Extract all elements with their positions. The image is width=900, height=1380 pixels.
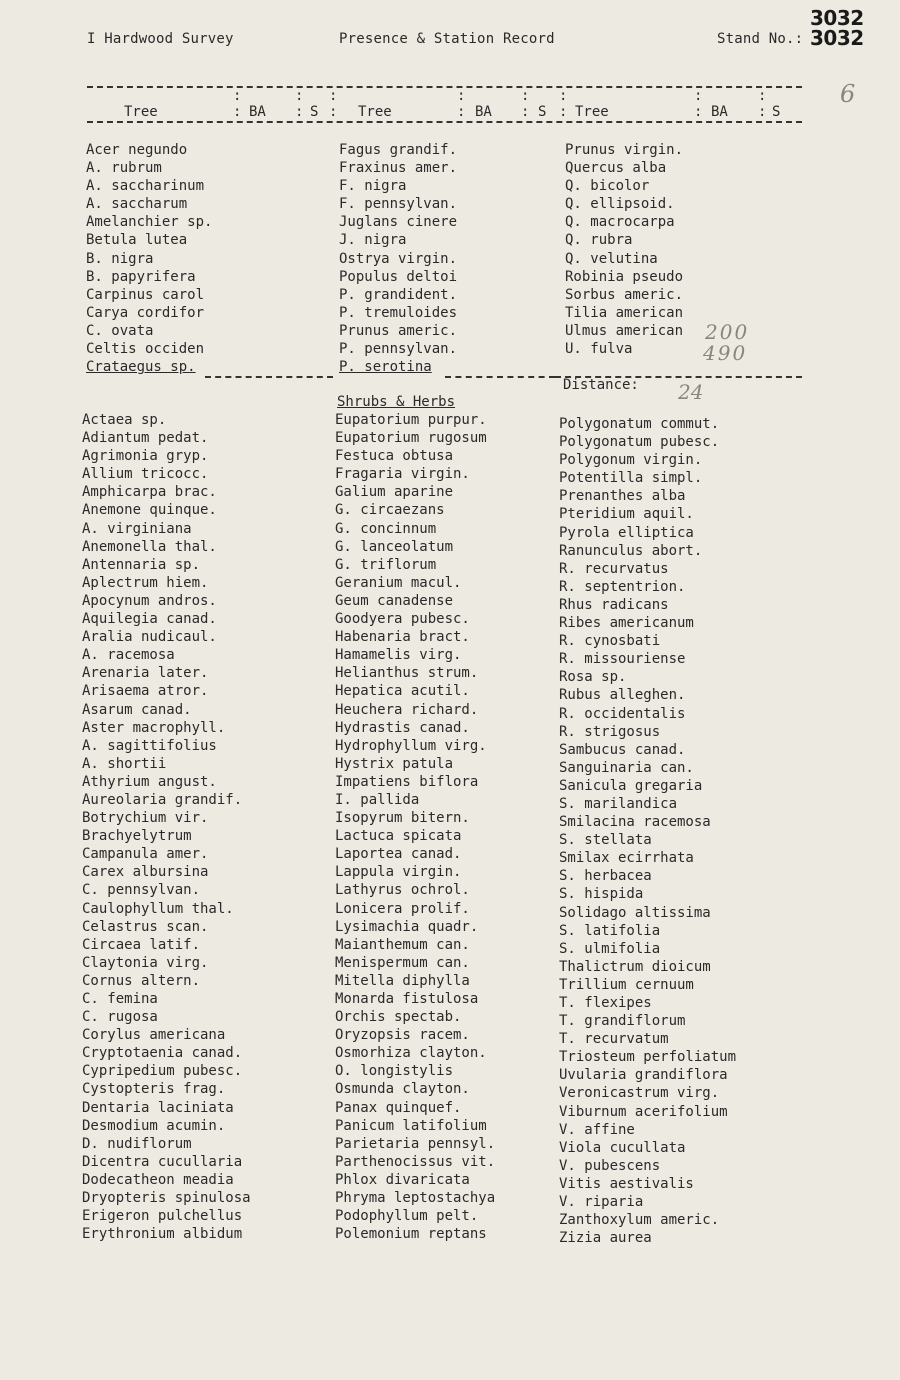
species-item: Actaea sp.: [82, 412, 167, 428]
species-item: Aureolaria grandif.: [82, 791, 243, 808]
species-item: R. recurvatus: [559, 560, 669, 577]
s-header-3: S: [772, 104, 781, 120]
species-item: Lysimachia quadr.: [335, 918, 479, 935]
species-item: Aralia nudicaul.: [82, 629, 217, 646]
species-item: Ribes americanum: [559, 615, 694, 632]
species-item: U. fulva: [565, 341, 633, 358]
species-item: Hydrophyllum virg.: [335, 737, 487, 754]
stand-number-label: Stand No.:: [717, 31, 804, 47]
species-item: Polygonatum pubesc.: [559, 434, 720, 451]
ba-header-2: BA: [475, 104, 492, 120]
species-item: Crataegus sp.: [86, 359, 196, 376]
species-item: Laportea canad.: [335, 846, 462, 863]
species-item: Lactuca spicata: [335, 828, 462, 845]
species-item: A. sagittifolius: [82, 737, 217, 754]
species-item: Viola cucullata: [559, 1139, 686, 1156]
species-item: Quercus alba: [565, 160, 667, 177]
ba-header-1: BA: [249, 104, 266, 120]
species-item: Sambucus canad.: [559, 741, 686, 758]
species-item: Erythronium albidum: [82, 1226, 243, 1243]
species-item: Thalictrum dioicum: [559, 958, 711, 975]
species-item: T. recurvatum: [559, 1031, 669, 1048]
species-item: Populus deltoi: [339, 268, 458, 285]
species-item: Desmodium acumin.: [82, 1117, 226, 1134]
species-item: Podophyllum pelt.: [335, 1208, 479, 1225]
species-item: Geum canadense: [335, 592, 454, 609]
stand-number-top: 3032: [810, 6, 864, 30]
species-item: B. papyrifera: [86, 268, 196, 285]
species-item: Maianthemum can.: [335, 936, 470, 953]
species-item: Osmunda clayton.: [335, 1081, 470, 1098]
species-item: Hepatica acutil.: [335, 683, 470, 700]
species-item: P. tremuloides: [339, 304, 458, 321]
species-item: Hystrix patula: [335, 755, 454, 772]
species-item: S. marilandica: [559, 795, 678, 812]
species-item: Carpinus carol: [86, 286, 205, 303]
species-item: Campanula amer.: [82, 846, 209, 863]
species-item: Antennaria sp.: [82, 556, 201, 573]
species-item: Apocynum andros.: [82, 592, 217, 609]
species-item: A. virginiana: [82, 520, 192, 537]
species-item: Q. ellipsoid.: [565, 196, 675, 213]
species-item: Erigeron pulchellus: [82, 1208, 243, 1225]
species-item: F. nigra: [339, 178, 407, 195]
species-item: J. nigra: [339, 232, 407, 249]
species-item: S. herbacea: [559, 868, 652, 885]
species-item: I. pallida: [335, 791, 420, 808]
species-item: Panicum latifolium: [335, 1117, 487, 1134]
species-item: Sanicula gregaria: [559, 777, 703, 794]
survey-name: I Hardwood Survey: [87, 31, 234, 47]
species-item: Potentilla simpl.: [559, 470, 703, 487]
species-item: Polygonum virgin.: [559, 452, 703, 469]
species-item: Caulophyllum thal.: [82, 900, 234, 917]
sheet-number-handwritten: 6: [840, 80, 856, 108]
species-item: Prunus virgin.: [565, 142, 684, 158]
species-item: D. nudiflorum: [82, 1135, 192, 1152]
species-item: Goodyera pubesc.: [335, 611, 470, 628]
tree-list-2: [339, 141, 457, 376]
species-item: A. rubrum: [86, 160, 162, 177]
s-header-2: S: [538, 104, 547, 120]
species-item: Isopyrum bitern.: [335, 810, 470, 827]
species-item: Habenaria bract.: [335, 629, 470, 646]
species-item: Arisaema atror.: [82, 683, 209, 700]
stand-number-stamp: [810, 8, 864, 48]
separator: : :: [457, 88, 466, 120]
species-item: R. septentrion.: [559, 578, 686, 595]
species-item: Aster macrophyll.: [82, 719, 226, 736]
species-item: Aquilegia canad.: [82, 611, 217, 628]
herb-list-3: [559, 415, 736, 1247]
tree-header-1: Tree: [124, 104, 158, 120]
species-item: Zizia aurea: [559, 1230, 652, 1247]
species-item: Brachyelytrum: [82, 828, 192, 845]
species-item: Claytonia virg.: [82, 954, 209, 971]
species-item: C. pennsylvan.: [82, 882, 201, 899]
species-item: Fragaria virgin.: [335, 466, 470, 483]
species-item: Adiantum pedat.: [82, 430, 209, 447]
species-item: Circaea latif.: [82, 936, 201, 953]
species-item: Prunus americ.: [339, 322, 458, 339]
species-item: Botrychium vir.: [82, 810, 209, 827]
species-item: S. hispida: [559, 886, 644, 903]
species-item: Ostrya virgin.: [339, 250, 458, 267]
dashed-rule-mid-center: [445, 376, 555, 378]
species-item: Festuca obtusa: [335, 448, 454, 465]
species-item: B. nigra: [86, 250, 154, 267]
species-item: Phryma leptostachya: [335, 1190, 496, 1207]
species-item: Solidago altissima: [559, 904, 711, 921]
herb-list-1: [82, 411, 251, 1243]
dashed-rule-mid-left: [205, 376, 333, 378]
species-item: V. riparia: [559, 1194, 644, 1211]
handwritten-ulmus-value: 200: [705, 320, 750, 344]
species-item: Eupatorium purpur.: [335, 412, 487, 428]
species-item: A. saccharum: [86, 196, 188, 213]
species-item: C. ovata: [86, 322, 154, 339]
species-item: Parietaria pennsyl.: [335, 1135, 496, 1152]
species-item: Heuchera richard.: [335, 701, 479, 718]
species-item: R. occidentalis: [559, 705, 686, 722]
species-item: S. ulmifolia: [559, 940, 661, 957]
species-item: R. missouriense: [559, 651, 686, 668]
tree-header-3: Tree: [575, 104, 609, 120]
species-item: Pyrola elliptica: [559, 524, 694, 541]
species-item: Q. macrocarpa: [565, 214, 675, 231]
species-item: Anemone quinque.: [82, 502, 217, 519]
species-item: Lappula virgin.: [335, 864, 462, 881]
species-item: A. saccharinum: [86, 178, 205, 195]
species-item: Fraxinus amer.: [339, 160, 458, 177]
species-item: Cornus altern.: [82, 972, 201, 989]
species-item: P. grandident.: [339, 286, 458, 303]
species-item: Juglans cinere: [339, 214, 458, 231]
species-item: Allium tricocc.: [82, 466, 209, 483]
separator: : :: [233, 88, 242, 120]
species-item: P. serotina: [339, 359, 432, 376]
species-item: Corylus americana: [82, 1027, 226, 1044]
separator: : :: [329, 88, 338, 120]
species-item: A. shortii: [82, 755, 167, 772]
species-item: V. affine: [559, 1121, 635, 1138]
species-item: Smilacina racemosa: [559, 814, 711, 831]
species-item: Arenaria later.: [82, 665, 209, 682]
species-item: Celastrus scan.: [82, 918, 209, 935]
species-item: Dryopteris spinulosa: [82, 1190, 251, 1207]
distance-label: Distance:: [563, 377, 639, 393]
species-item: Rosa sp.: [559, 669, 627, 686]
species-item: Asarum canad.: [82, 701, 192, 718]
species-item: Phlox divaricata: [335, 1171, 470, 1188]
stand-number-bottom: 3032: [810, 26, 864, 50]
species-item: S. stellata: [559, 832, 652, 849]
herb-list-2: [335, 411, 495, 1243]
species-item: Ranunculus abort.: [559, 542, 703, 559]
species-item: Osmorhiza clayton.: [335, 1045, 487, 1062]
species-item: G. triflorum: [335, 556, 437, 573]
tree-list-3: [565, 141, 683, 358]
species-item: Uvularia grandiflora: [559, 1067, 728, 1084]
handwritten-distance-value: 24: [678, 380, 704, 404]
species-item: Fagus grandif.: [339, 142, 458, 158]
species-item: C. rugosa: [82, 1009, 158, 1026]
species-item: A. racemosa: [82, 647, 175, 664]
separator: : :: [758, 88, 767, 120]
species-item: Polygonatum commut.: [559, 416, 720, 432]
species-item: Robinia pseudo: [565, 268, 684, 285]
species-item: Triosteum perfoliatum: [559, 1049, 737, 1066]
species-item: Athyrium angust.: [82, 773, 217, 790]
species-item: Impatiens biflora: [335, 773, 479, 790]
species-item: Geranium macul.: [335, 574, 462, 591]
s-header-1: S: [310, 104, 319, 120]
species-item: Q. bicolor: [565, 178, 650, 195]
species-item: Parthenocissus vit.: [335, 1153, 496, 1170]
species-item: C. femina: [82, 991, 158, 1007]
species-item: T. grandiflorum: [559, 1013, 686, 1030]
species-item: Amelanchier sp.: [86, 214, 213, 231]
species-item: Sorbus americ.: [565, 286, 684, 303]
species-item: Zanthoxylum americ.: [559, 1212, 720, 1229]
separator: : :: [559, 88, 568, 120]
species-item: Cypripedium pubesc.: [82, 1063, 243, 1080]
species-item: Hamamelis virg.: [335, 647, 462, 664]
species-item: S. latifolia: [559, 922, 661, 939]
separator: : :: [521, 88, 530, 120]
species-item: Dodecatheon meadia: [82, 1171, 234, 1188]
species-item: Prenanthes alba: [559, 488, 686, 505]
species-item: G. circaezans: [335, 502, 445, 519]
species-item: Amphicarpa brac.: [82, 484, 217, 501]
species-item: Rhus radicans: [559, 596, 669, 613]
species-item: R. strigosus: [559, 723, 661, 740]
species-item: Ulmus american: [565, 322, 684, 339]
species-item: Trillium cernuum: [559, 976, 694, 993]
species-item: Pteridium aquil.: [559, 506, 694, 523]
species-item: R. cynosbati: [559, 633, 661, 650]
species-item: P. pennsylvan.: [339, 341, 458, 358]
shrubs-herbs-title: Shrubs & Herbs: [337, 394, 456, 410]
separator: : :: [295, 88, 304, 120]
species-item: Q. velutina: [565, 250, 658, 267]
species-item: Cryptotaenia canad.: [82, 1045, 243, 1062]
species-item: Menispermum can.: [335, 954, 470, 971]
species-item: Sanguinaria can.: [559, 759, 694, 776]
species-item: Galium aparine: [335, 484, 454, 501]
species-item: Panax quinquef.: [335, 1099, 462, 1116]
species-item: Vitis aestivalis: [559, 1175, 694, 1192]
species-item: Smilax ecirrhata: [559, 850, 694, 867]
species-item: Agrimonia gryp.: [82, 448, 209, 465]
species-item: Helianthus strum.: [335, 665, 479, 682]
species-item: Orchis spectab.: [335, 1009, 462, 1026]
species-item: F. pennsylvan.: [339, 196, 458, 213]
species-item: Rubus alleghen.: [559, 687, 686, 704]
species-item: O. longistylis: [335, 1063, 454, 1080]
species-item: T. flexipes: [559, 995, 652, 1011]
species-item: Monarda fistulosa: [335, 991, 479, 1007]
species-item: Viburnum acerifolium: [559, 1103, 728, 1120]
species-item: G. concinnum: [335, 520, 437, 537]
species-item: Eupatorium rugosum: [335, 430, 487, 447]
species-item: Veronicastrum virg.: [559, 1085, 720, 1102]
species-item: Betula lutea: [86, 232, 188, 249]
species-item: V. pubescens: [559, 1157, 661, 1174]
separator: : :: [694, 88, 703, 120]
species-item: Celtis occiden: [86, 341, 205, 358]
species-item: Anemonella thal.: [82, 538, 217, 555]
species-item: Acer negundo: [86, 142, 188, 158]
species-item: Dentaria laciniata: [82, 1099, 234, 1116]
species-item: Oryzopsis racem.: [335, 1027, 470, 1044]
form-title: Presence & Station Record: [339, 31, 555, 47]
species-item: Polemonium reptans: [335, 1226, 487, 1243]
species-item: Tilia american: [565, 304, 684, 321]
ba-header-3: BA: [711, 104, 728, 120]
species-item: Lonicera prolif.: [335, 900, 470, 917]
species-item: Q. rubra: [565, 232, 633, 249]
handwritten-fulva-value: 490: [703, 341, 748, 365]
dashed-rule-header: [87, 121, 802, 123]
tree-list-1: [86, 141, 212, 376]
species-item: Cystopteris frag.: [82, 1081, 226, 1098]
species-item: Mitella diphylla: [335, 972, 470, 989]
species-item: Lathyrus ochrol.: [335, 882, 470, 899]
species-item: Carex albursina: [82, 864, 209, 881]
species-item: Hydrastis canad.: [335, 719, 470, 736]
species-item: G. lanceolatum: [335, 538, 454, 555]
species-item: Dicentra cucullaria: [82, 1153, 243, 1170]
tree-header-2: Tree: [358, 104, 392, 120]
species-item: Carya cordifor: [86, 304, 205, 321]
species-item: Aplectrum hiem.: [82, 574, 209, 591]
